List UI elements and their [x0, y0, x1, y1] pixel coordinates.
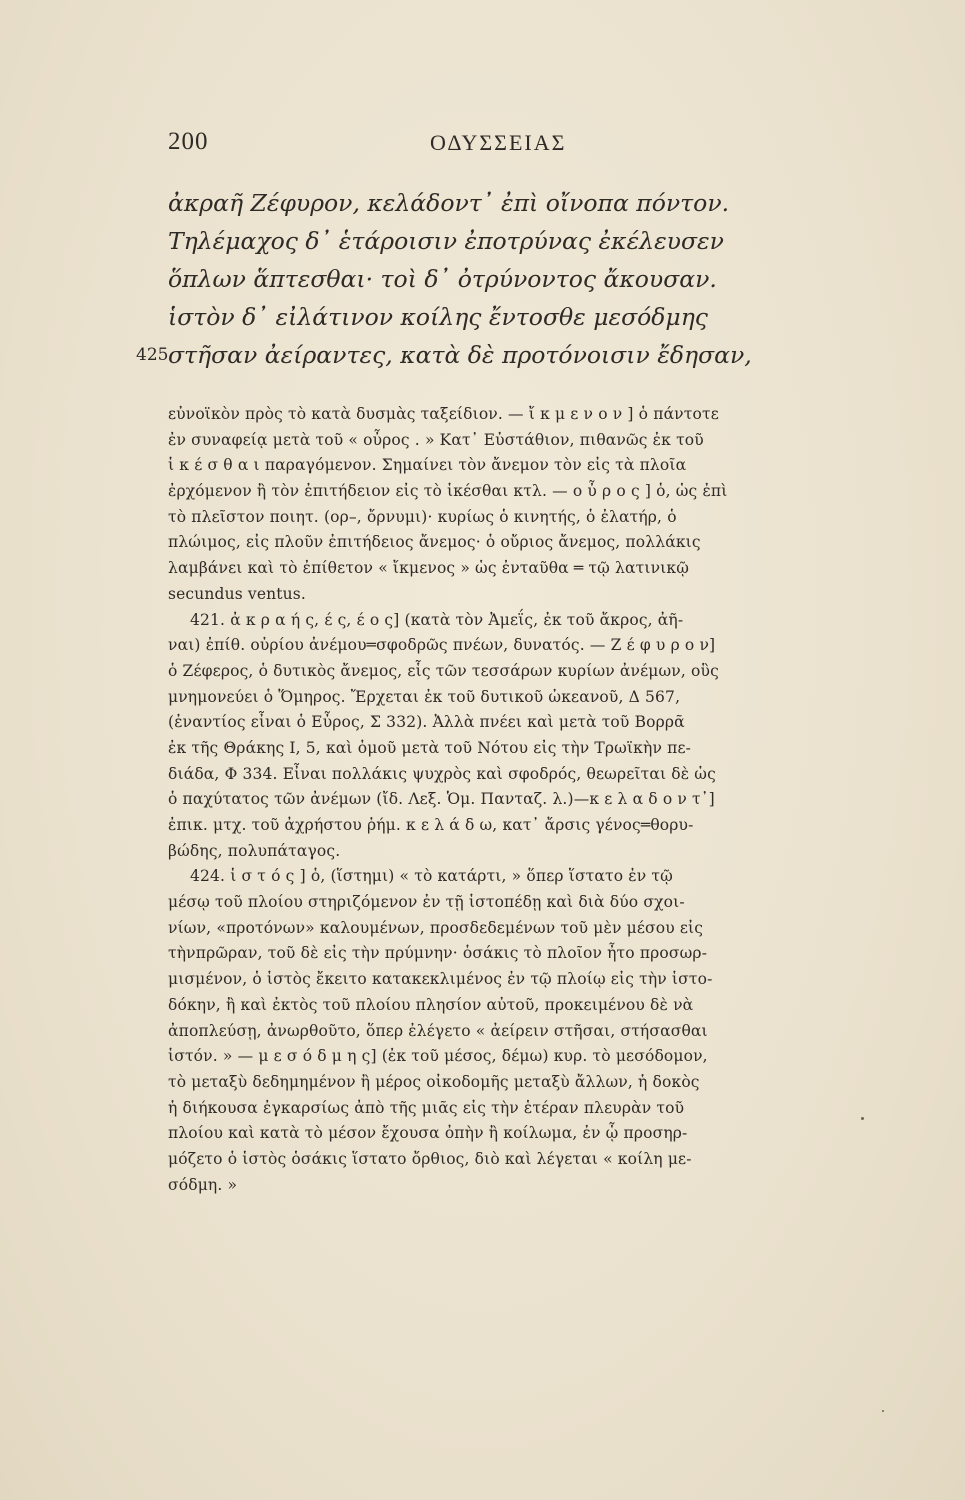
verse-block	[136, 184, 808, 374]
commentary-line: τὸ πλεῖστον ποιητ. (ορ–, ὄρνυμι)· κυρίως ὁ κινητής, ὁ ἐλατήρ, ὁ	[168, 507, 677, 526]
commentary-line: λαμβάνει καὶ τὸ ἐπίθετον « ἴκμενος » ὡς ἐνταῦθα ═ τῷ λατινικῷ	[168, 559, 689, 578]
verse-number: 425	[136, 345, 169, 365]
verse-line	[168, 260, 808, 298]
commentary-line: διάδα, Φ 334. Εἶναι πολλάκις ψυχρὸς καὶ σφοδρός, θεωρεῖται δὲ ὡς	[168, 764, 716, 783]
verse-line	[168, 298, 808, 336]
verse-line	[168, 184, 808, 222]
verse-text: στῆσαν ἀείραντες, κατὰ δὲ προτόνοισιν ἔδησαν,	[168, 341, 752, 369]
commentary-line: εὐνοϊκὸν πρὸς τὸ κατὰ δυσμὰς ταξείδιον. — ἴ κ μ ε ν ο ν ] ὁ πάντοτε	[168, 405, 719, 423]
ink-speck	[861, 1117, 864, 1120]
ink-speck	[882, 1410, 884, 1412]
commentary-line: δόκην, ἢ καὶ ἐκτὸς τοῦ πλοίου πλησίον αὐτοῦ, προκειμένου δὲ νὰ	[168, 995, 694, 1014]
commentary-line: βώδης, πολυπάταγος.	[168, 841, 341, 860]
verse-line	[136, 336, 808, 374]
verse-line	[168, 222, 808, 260]
commentary-line: ἐκ τῆς Θράκης Ι, 5, καὶ ὁμοῦ μετὰ τοῦ Νότου εἰς τὴν Τρωϊκὴν πε-	[168, 738, 692, 757]
commentary-line: ἐν συναφείᾳ μετὰ τοῦ « οὖρος . » Κατ᾽ Εὐστάθιον, πιθανῶς ἐκ τοῦ	[168, 430, 704, 449]
commentary-line: πλώιμος, εἰς πλοῦν ἐπιτήδειος ἄνεμος· ὁ οὔριος ἄνεμος, πολλάκις	[168, 533, 701, 552]
commentary-line: μνημονεύει ὁ Ὅμηρος. Ἔρχεται ἐκ τοῦ δυτικοῦ ὠκεανοῦ, Δ 567,	[168, 687, 681, 706]
verse-text: ὅπλων ἅπτεσθαι· τοὶ δ᾽ ὀτρύνοντος ἄκουσαν.	[168, 265, 717, 293]
running-head	[168, 128, 808, 162]
commentary-line: secundus ventus.	[168, 584, 306, 603]
commentary-line: ὁ παχύτατος τῶν ἀνέμων (ἴδ. Λεξ. Ὁμ. Πανταζ. λ.)—κ ε λ α δ ο ν τ᾽]	[168, 790, 715, 809]
commentary-line: τὴνπρῶραν, τοῦ δὲ εἰς τὴν πρύμνην· ὁσάκις τὸ πλοῖον ἦτο προσωρ-	[168, 944, 708, 963]
commentary-line: ἀποπλεύσῃ, ἀνωρθοῦτο, ὅπερ ἐλέγετο « ἀείρειν στῆσαι, στήσασθαι	[168, 1021, 708, 1040]
running-title: ΟΔΥΣΣΕΙΑΣ	[430, 130, 567, 155]
commentary-line: σόδμη. »	[168, 1175, 238, 1194]
commentary-line: 421. ἀ κ ρ α ή ς, έ ς, έ ο ς] (κατὰ τὸν Ἀμεΐς, ἐκ τοῦ ἄκρος, ἀῆ-	[190, 610, 684, 629]
commentary-line: (ἐναντίος εἶναι ὁ Εὖρος, Σ 332). Ἀλλὰ πνέει καὶ μετὰ τοῦ Βορρᾶ	[168, 713, 685, 732]
commentary-line: μισμένον, ὁ ἱστὸς ἔκειτο κατακεκλιμένος ἐν τῷ πλοίῳ εἰς τὴν ἱστο-	[168, 970, 713, 989]
commentary-line: ἡ διήκουσα ἐγκαρσίως ἀπὸ τῆς μιᾶς εἰς τὴν ἑτέραν πλευρὰν τοῦ	[168, 1098, 685, 1117]
commentary-line: ὁ Ζέφερος, ὁ δυτικὸς ἄνεμος, εἷς τῶν τεσσάρων κυρίων ἀνέμων, οὓς	[168, 661, 719, 680]
commentary-line: 424. ἱ σ τ ό ς ] ὁ, (ἵστημι) « τὸ κατάρτι, » ὅπερ ἵστατο ἐν τῷ	[190, 867, 673, 886]
commentary-line: ἱστόν. » — μ ε σ ό δ μ η ς] (ἐκ τοῦ μέσος, δέμω) κυρ. τὸ μεσόδομον,	[168, 1047, 708, 1066]
commentary-line: νίων, «προτόνων» καλουμένων, προσδεδεμένων τοῦ μὲν μέσου εἰς	[168, 918, 704, 937]
commentary-line: τὸ μεταξὺ δεδημημένον ἢ μέρος οἰκοδομῆς μεταξὺ ἄλλων, ἡ δοκὸς	[168, 1072, 700, 1091]
commentary-line: ἐρχόμενον ἢ τὸν ἐπιτήδειον εἰς τὸ ἱκέσθαι κτλ. — ο ὖ ρ ο ς ] ὁ, ὡς ἐπὶ	[168, 482, 728, 501]
commentary-line: πλοίου καὶ κατὰ τὸ μέσον ἔχουσα ὀπὴν ἢ κοίλωμα, ἐν ᾧ προσηρ-	[168, 1124, 688, 1143]
verse-text: ἀκραῆ Ζέφυρον, κελάδοντ᾽ ἐπὶ οἴνοπα πόντον.	[168, 189, 730, 217]
verse-text: Τηλέμαχος δ᾽ ἑτάροισιν ἐποτρύνας ἐκέλευσεν	[168, 227, 724, 255]
commentary-line: μόζετο ὁ ἱστὸς ὁσάκις ἵστατο ὄρθιος, διὸ καὶ λέγεται « κοίλη με-	[168, 1149, 692, 1168]
commentary-line: ναι) ἐπίθ. οὐρίου ἀνέμου═σφοδρῶς πνέων, δυνατός. — Ζ έ φ υ ρ ο ν]	[168, 636, 716, 655]
commentary-line: ἐπικ. μτχ. τοῦ ἀχρήστου ῥήμ. κ ε λ ά δ ω, κατ᾽ ἄρσις γένος═θορυ-	[168, 816, 694, 834]
commentary-block	[168, 402, 818, 1198]
commentary-line: ἱ κ έ σ θ α ι παραγόμενον. Σημαίνει τὸν ἄνεμον τὸν εἰς τὰ πλοῖα	[168, 456, 687, 475]
verse-text: ἱστὸν δ᾽ εἰλάτινον κοίλης ἔντοσθε μεσόδμης	[168, 303, 708, 331]
page-number: 200	[168, 128, 209, 155]
commentary-line: μέσῳ τοῦ πλοίου στηριζόμενον ἐν τῇ ἱστοπέδῃ καὶ διὰ δύο σχοι-	[168, 893, 685, 912]
